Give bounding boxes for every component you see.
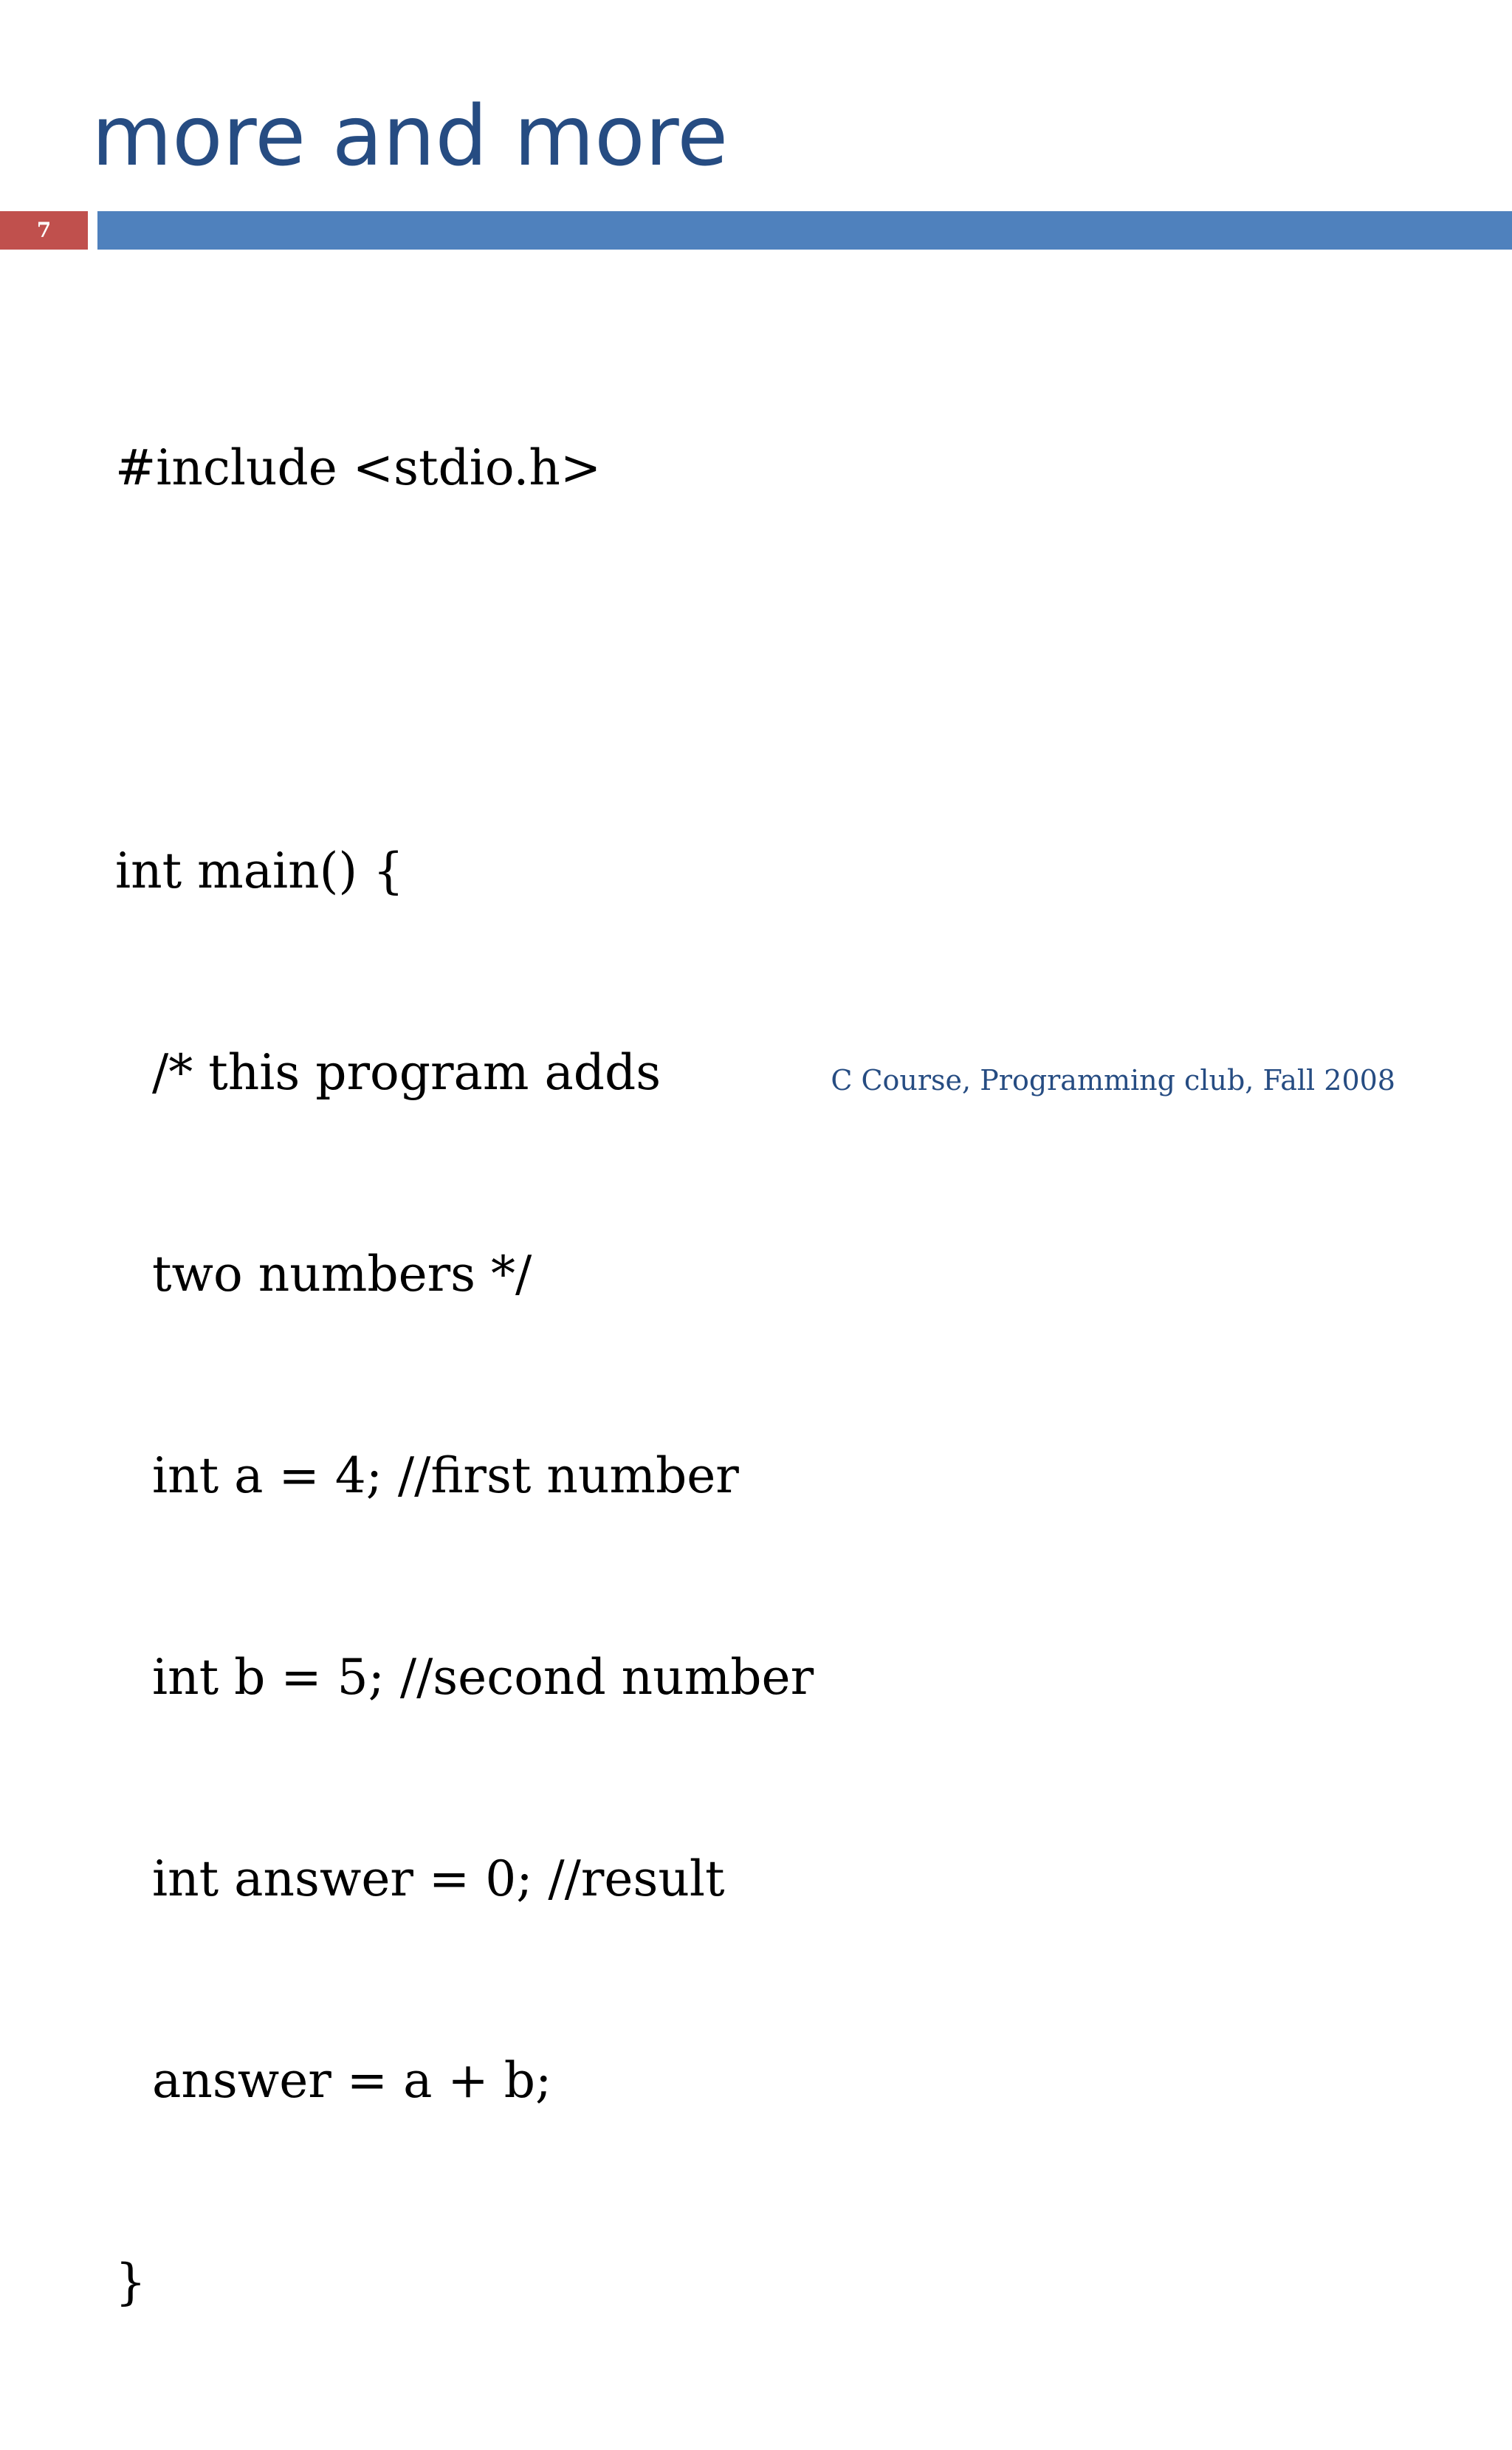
code-block [115,300,814,2450]
code-line-closing-brace: } [115,2254,146,2310]
code-line-main: int main() { [115,843,405,899]
code-line-assignment: answer = a + b; [152,2052,552,2109]
slide-footer: C Course, Programming club, Fall 2008 [831,1064,1395,1097]
slide-title: more and more [92,89,729,185]
code-line-int-a: int a = 4; //first number [152,1447,739,1504]
code-line-int-b: int b = 5; //second number [152,1649,814,1706]
code-line-comment-start: /* this program adds [152,1044,662,1101]
slide-number: 7 [0,211,88,250]
code-line-blank [115,636,814,703]
code-line-int-answer: int answer = 0; //result [152,1850,725,1907]
title-accent-bar [97,211,1512,250]
code-line-include: #include <stdio.h> [115,439,602,496]
code-line-comment-end: two numbers */ [152,1246,532,1303]
